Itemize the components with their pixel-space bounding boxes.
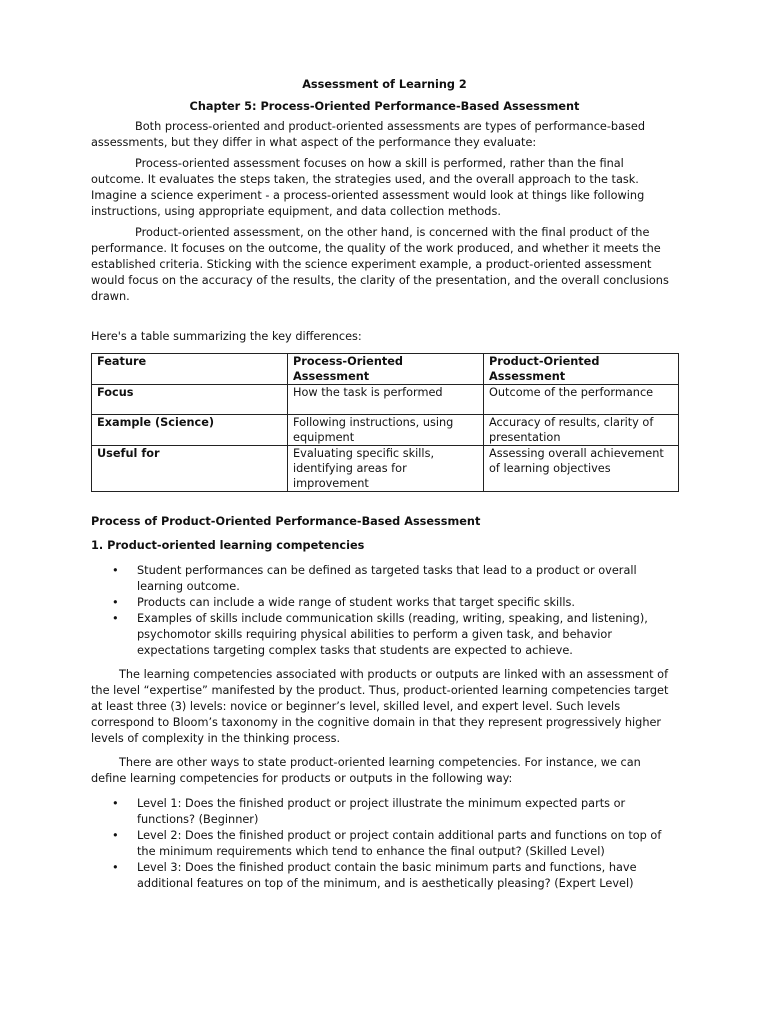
levels-bullet-list xyxy=(91,796,678,892)
list-item-text: Level 3: Does the finished product contain the basic minimum parts and functions, have additional features on top of the minimum, and is aesthetically pleasing? (Expert Level) xyxy=(137,861,637,890)
bullet-icon: • xyxy=(112,797,119,810)
subsection-heading: 1. Product-oriented learning competencies xyxy=(91,539,365,552)
table-cell: Focus xyxy=(92,385,288,415)
comparison-table xyxy=(91,353,679,492)
table-cell: Following instructions, using equipment xyxy=(288,415,484,446)
list-item xyxy=(112,828,678,860)
table-header-cell: Process-Oriented Assessment xyxy=(288,354,484,385)
section-heading: Process of Product-Oriented Performance-Based Assessment xyxy=(91,515,481,528)
list-item-text: Student performances can be defined as targeted tasks that lead to a product or overall learning outcome. xyxy=(137,564,637,593)
process-paragraph: Process-oriented assessment focuses on how a skill is performed, rather than the final outcome. It evaluates the steps taken, the strategies used, and the overall approach to the task. Imagine a science experiment - a process-oriented assessment would look at things like following instructions, using appropriate equipment, and data collection methods. xyxy=(91,157,645,218)
competency-paragraph: The learning competencies associated with products or outputs are linked with an assessment of the level “expertise” manifested by the product. Thus, product-oriented learning competencies target at least three (3) levels: novice or beginner’s level, skilled level, and expert level. Such levels correspond to Bloom’s taxonomy in the cognitive domain in that they represent progressively higher levels of complexity in the thinking process. xyxy=(91,668,669,745)
list-item-text: Level 1: Does the finished product or project illustrate the minimum expected parts or functions? (Beginner) xyxy=(137,797,626,826)
list-item-text: Examples of skills include communication skills (reading, writing, speaking, and listening), psychomotor skills requiring physical abilities to perform a given task, and behavior expectations targeting complex tasks that students are expected to achieve. xyxy=(137,612,648,657)
bullet-icon: • xyxy=(112,612,119,625)
list-item xyxy=(112,611,678,659)
intro-paragraph: Both process-oriented and product-oriented assessments are types of performance-based assessments, but they differ in what aspect of the performance they evaluate: xyxy=(91,120,646,149)
table-header-cell: Product-Oriented Assessment xyxy=(484,354,679,385)
table-intro: Here's a table summarizing the key differences: xyxy=(91,330,362,343)
list-item-text: Level 2: Does the finished product or project contain additional parts and functions on top of the minimum requirements which tend to enhance the final output? (Skilled Level) xyxy=(137,829,662,858)
list-item-text: Products can include a wide range of student works that target specific skills. xyxy=(137,596,575,609)
chapter-title: Chapter 5: Process-Oriented Performance-Based Assessment xyxy=(189,100,580,113)
document-title: Assessment of Learning 2 xyxy=(302,78,467,91)
table-cell: Evaluating specific skills, identifying areas for improvement xyxy=(288,446,484,492)
table-cell: How the task is performed xyxy=(288,385,484,415)
table-row xyxy=(92,446,679,492)
list-item xyxy=(112,563,678,595)
other-ways-paragraph: There are other ways to state product-oriented learning competencies. For instance, we can define learning competencies for products or outputs in the following way: xyxy=(91,756,641,785)
table-cell: Example (Science) xyxy=(92,415,288,446)
bullet-icon: • xyxy=(112,596,119,609)
bullet-icon: • xyxy=(112,861,119,874)
bullet-icon: • xyxy=(112,564,119,577)
table-header-row xyxy=(92,354,679,385)
table-row xyxy=(92,415,679,446)
table-cell: Assessing overall achievement of learning objectives xyxy=(484,446,679,492)
table-cell: Outcome of the performance xyxy=(484,385,679,415)
list-item xyxy=(112,595,678,611)
bullet-icon: • xyxy=(112,829,119,842)
table-cell: Useful for xyxy=(92,446,288,492)
list-item xyxy=(112,796,678,828)
table-cell: Accuracy of results, clarity of presentation xyxy=(484,415,679,446)
skills-bullet-list xyxy=(91,563,678,659)
table-header-cell: Feature xyxy=(92,354,288,385)
list-item xyxy=(112,860,678,892)
table-row xyxy=(92,385,679,415)
product-paragraph: Product-oriented assessment, on the other hand, is concerned with the final product of the performance. It focuses on the outcome, the quality of the work produced, and whether it meets the established criteria. Sticking with the science experiment example, a product-oriented assessment would focus on the accuracy of the results, the clarity of the presentation, and the overall conclusions drawn. xyxy=(91,226,669,303)
